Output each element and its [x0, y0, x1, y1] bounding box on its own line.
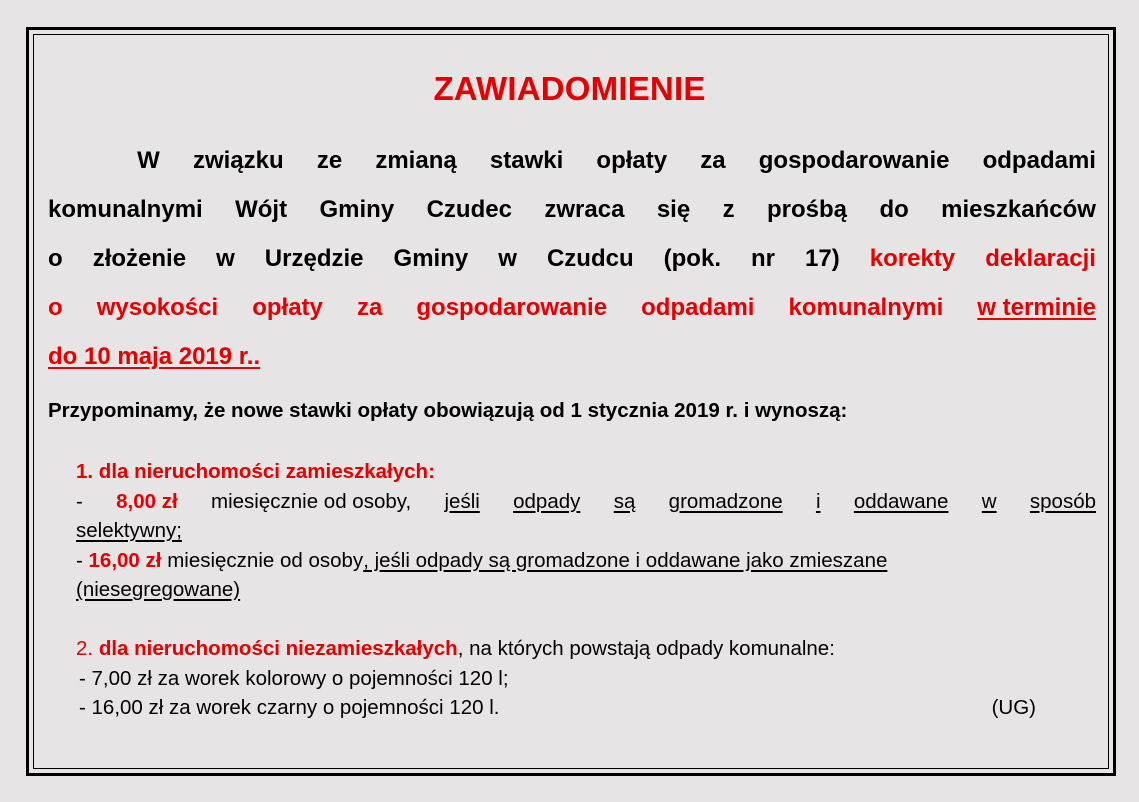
word: związku	[192, 147, 284, 174]
highlight-word: deklaracji	[985, 245, 1096, 272]
section-residential-heading: 1. dla nieruchomości zamieszkałych:	[76, 460, 435, 483]
word: do	[879, 196, 909, 223]
word: prośbą	[767, 196, 848, 223]
condition-word: odpady	[513, 489, 581, 513]
condition-word: jeśli	[444, 489, 480, 513]
word: za	[700, 147, 726, 174]
bag-rate-black	[76, 693, 1096, 723]
word: stawki	[489, 147, 564, 174]
word: złożenie	[92, 245, 187, 272]
rate-amount: 16,00 zł	[88, 548, 162, 572]
condition-word: gromadzone	[668, 489, 783, 513]
rate-text: miesięcznie od osoby	[167, 548, 364, 572]
section-non-residential-heading	[76, 634, 1096, 664]
intro-line-4	[48, 283, 1096, 332]
condition-word: oddawane	[853, 489, 949, 513]
condition-word: sposób	[1029, 489, 1096, 513]
highlight-word: gospodarowanie	[416, 294, 608, 321]
word: się	[656, 196, 691, 223]
word: mieszkańców	[941, 196, 1096, 223]
highlight-word: za	[356, 294, 383, 321]
author-signature: (UG)	[991, 696, 1036, 719]
paragraph-indent	[48, 136, 104, 185]
intro-line-2	[48, 185, 1096, 234]
bag-rate-black-text: - 16,00 zł za worek czarny o pojemności 120 l.	[79, 696, 500, 719]
condition-word: są	[613, 489, 636, 513]
bullet: -	[76, 489, 83, 513]
highlight-word: odpadami	[641, 294, 755, 321]
word: 17)	[805, 245, 840, 272]
condition-text: (niesegregowane)	[76, 578, 241, 601]
intro-line-1	[48, 136, 1096, 185]
condition-text: selektywny;	[76, 519, 182, 542]
word: komunalnymi	[48, 196, 203, 223]
word: Gminy	[393, 245, 469, 272]
bullet: -	[76, 548, 83, 572]
word: opłaty	[596, 147, 668, 174]
highlight-word: wysokości	[96, 294, 219, 321]
rate-item-mixed	[76, 546, 1096, 576]
word: odpadami	[982, 147, 1096, 174]
section-heading: dla nieruchomości niezamieszkałych	[98, 637, 458, 660]
word: nr	[751, 245, 776, 272]
highlight-word: o	[48, 294, 63, 321]
bag-rate-colored: - 7,00 zł za worek kolorowy o pojemności 120 l;	[79, 666, 509, 690]
rate-item-selective	[76, 487, 1096, 517]
rate-text: miesięcznie od osoby,	[211, 489, 412, 513]
section-non-residential	[76, 634, 1096, 723]
word: Urzędzie	[264, 245, 364, 272]
word: w	[216, 245, 235, 272]
rate-amount: 8,00 zł	[116, 489, 178, 513]
condition-word: w	[981, 489, 997, 513]
word: o	[48, 245, 63, 272]
notice-title: ZAWIADOMIENIE	[433, 70, 706, 107]
section-residential	[76, 457, 1096, 605]
section-number: 2.	[76, 637, 94, 660]
deadline-text: w terminie	[977, 294, 1096, 321]
intro-line-3	[48, 234, 1096, 283]
intro-paragraph	[48, 136, 1096, 381]
highlight-word: korekty	[869, 245, 956, 272]
rate-item-mixed-cont	[76, 575, 1096, 605]
condition-text: , jeśli odpady są gromadzone i oddawane jako zmieszane	[363, 548, 888, 572]
word: ze	[316, 147, 343, 174]
word: w	[498, 245, 517, 272]
word: Czudec	[426, 196, 512, 223]
word: z	[722, 196, 735, 223]
word: Wójt	[235, 196, 288, 223]
word: zwraca	[544, 196, 625, 223]
rates-reminder: Przypominamy, że nowe stawki opłaty obowiązują od 1 stycznia 2019 r. i wynoszą:	[48, 399, 848, 422]
highlight-word: komunalnymi	[788, 294, 944, 321]
rate-item-selective-cont	[76, 516, 1096, 546]
condition-word: i	[815, 489, 821, 513]
word: zmianą	[375, 147, 457, 174]
word: Czudcu	[546, 245, 634, 272]
highlight-word: opłaty	[252, 294, 323, 321]
word: W	[137, 147, 160, 174]
word: (pok.	[663, 245, 721, 272]
word: gospodarowanie	[758, 147, 950, 174]
section-heading-rest: , na których powstają odpady komunalne:	[457, 637, 835, 660]
intro-line-5	[48, 332, 1096, 381]
word: Gminy	[319, 196, 395, 223]
deadline-date: do 10 maja 2019 r..	[48, 343, 261, 370]
